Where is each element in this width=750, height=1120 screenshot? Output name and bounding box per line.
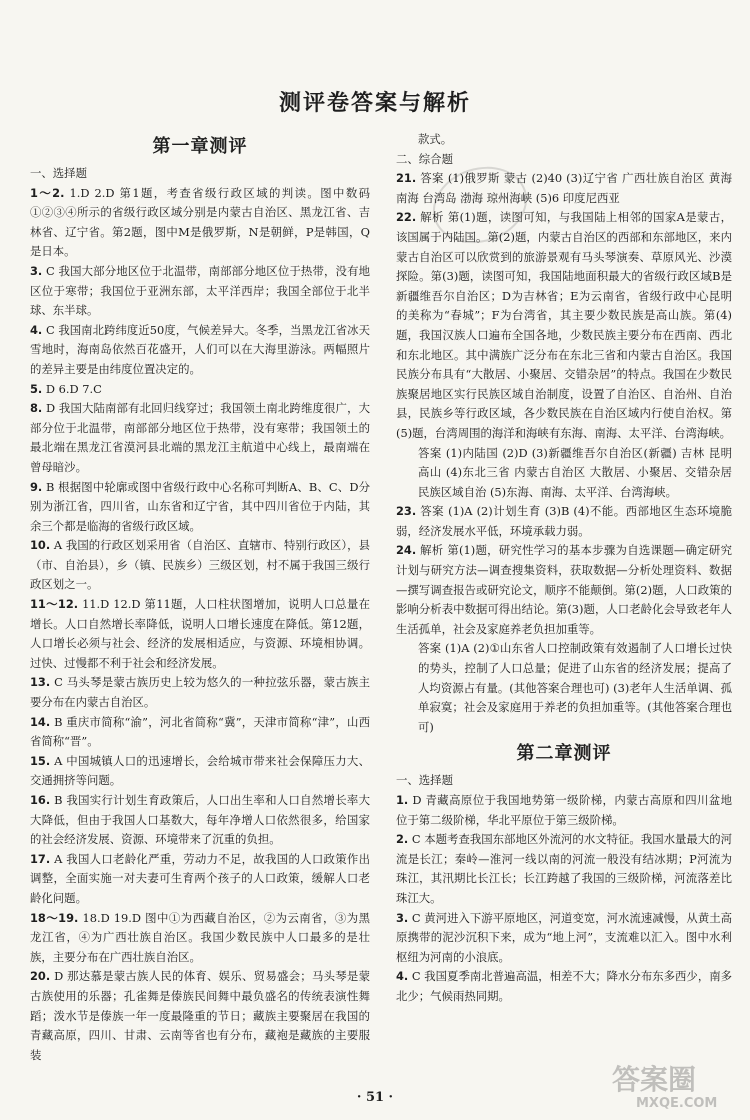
answer-text: C 我国南北跨纬度近50度，气候差异大。冬季，当黑龙江省冰天雪地时，海南岛依然百花盛开，人们可以在大海里游泳。两幅照片的差异主要是由纬度位置决定的。 bbox=[30, 322, 370, 376]
answer-text: A 中国城镇人口的迅速增长，会给城市带来社会保障压力大、交通拥挤等问题。 bbox=[30, 753, 370, 788]
answer-item bbox=[30, 909, 370, 968]
answer-item bbox=[396, 208, 732, 443]
answer-item bbox=[30, 752, 370, 791]
answer-text: D 那达慕是蒙古族人民的体育、娱乐、贸易盛会；马头琴是蒙古族使用的乐器；孔雀舞是傣族民间舞中最负盛名的传统表演性舞蹈；泼水节是傣族一年一度最隆重的节日；藏族主要聚居在我国的青藏高原，四川、甘肃、云南等省也有分布，藏袍是藏族的主要服装 bbox=[30, 969, 370, 1062]
answer-text: D 青藏高原位于我国地势第一级阶梯，内蒙古高原和四川盆地位于第二级阶梯，华北平原位于第三级阶梯。 bbox=[396, 793, 732, 827]
answer-text: B 重庆市简称“渝”，河北省简称“冀”，天津市简称“津”，山西省简称“晋”。 bbox=[30, 714, 371, 749]
chapter1-heading: 第一章测评 bbox=[152, 136, 248, 157]
answer-text: C 黄河进入下游平原地区，河道变宽，河水流速减慢，从黄土高原携带的泥沙沉积下来，成为“地上河”，支流难以汇入。图中水利枢纽为河南的小浪底。 bbox=[396, 910, 733, 964]
question-number: 2. bbox=[396, 832, 409, 847]
right-answer-list-2 bbox=[396, 791, 732, 1007]
page-number: · 51 · bbox=[356, 1090, 394, 1105]
answer-item bbox=[30, 478, 370, 537]
question-number: 10. bbox=[30, 538, 51, 553]
answer-item bbox=[396, 444, 732, 503]
question-number: 4. bbox=[30, 322, 43, 337]
answer-text: 答案 (1)内陆国 (2)D (3)新疆维吾尔自治区(新疆) 吉林 昆明 高山 (4)东北三省 内蒙古自治区 大散居、小聚居、交错杂居 民族区域自治 (5)东海、南海、太平洋、台湾海峡。 bbox=[418, 445, 732, 499]
left-column bbox=[30, 130, 370, 1065]
left-answer-list bbox=[30, 184, 370, 1066]
question-number: 4. bbox=[396, 969, 409, 984]
question-number: 3. bbox=[30, 263, 43, 278]
continued-text: 款式。 bbox=[418, 132, 453, 146]
question-number: 20. bbox=[30, 969, 51, 984]
answer-text: 18.D 19.D 图中①为西藏自治区，②为云南省，③为黑龙江省，④为广西壮族自治区。我国少数民族中人口最多的是壮族，主要分布在广西壮族自治区。 bbox=[30, 910, 370, 964]
question-number: 11～12. bbox=[30, 597, 79, 612]
watermark-logo: 答案圈 bbox=[612, 1063, 697, 1096]
right-column bbox=[396, 130, 732, 1007]
question-number: 1～2. bbox=[30, 185, 65, 200]
answer-text: D 6.D 7.C bbox=[45, 381, 102, 396]
answer-text: B 我国实行计划生育政策后，人口出生率和人口自然增长率大大降低，但由于我国人口基数大，每年净增人口依然很多，给国家的社会经济发展、资源、环境带来了沉重的负担。 bbox=[30, 793, 370, 847]
answer-item bbox=[30, 850, 370, 909]
question-number: 16. bbox=[30, 793, 51, 807]
chapter2-heading: 第二章测评 bbox=[516, 743, 612, 765]
answer-item bbox=[396, 502, 732, 541]
answer-text: 解析 第(1)题，读图可知，与我国陆上相邻的国家A是蒙古，该国属于内陆国。第(2)题，内蒙古自治区的西部和东部地区，来内蒙古自治区可以欣赏到的旅游景观有马头琴演奏、草原风光、沙漠探险。第(3)题，读图可知，我国陆地面积最大的省级行政区域B是新疆维吾尔自治区；D为吉林省；E为云南省，省级行政中心昆明的美称为“春城”；F为台湾省，其主要少数民族是高山族。第(4)题，我国汉族人口遍布全国各地，少数民族主要分布在西南、西北和东北地区。其中满族广泛分布在东北三省和内蒙古自治区。我国民族分布具有“大散居、小聚居、交错杂居”的特点。我国在少数民族聚居地区实行民族区域自治制度，设置了自治区、自治州、自治县，民族乡等行政区域，各少数民族在自治区域内行使自治权。第(5)题，台湾周围的海洋和海峡有东海、南海、太平洋、台湾海峡。 bbox=[396, 210, 733, 440]
answer-item bbox=[30, 673, 370, 712]
question-number: 23. bbox=[396, 504, 417, 519]
question-number: 22. bbox=[396, 210, 417, 225]
answer-text: C 我国大部分地区位于北温带，南部部分地区位于热带，没有地区位于寒带；我国位于亚洲东部，太平洋西岸；我国全部位于北半球、东半球。 bbox=[30, 263, 370, 318]
answer-item bbox=[396, 541, 732, 639]
question-number: 15. bbox=[30, 753, 51, 768]
page-title: 测评卷答案与解析 bbox=[278, 90, 471, 116]
answer-item bbox=[30, 713, 370, 752]
question-number: 14. bbox=[30, 714, 51, 729]
section-choice-label: 一、选择题 bbox=[30, 166, 87, 180]
answer-text: B 根据图中轮廓或图中省级行政中心名称可判断A、B、C、D分别为浙江省，四川省，山东省和辽宁省，其中四川省位于内陆，其余三个都是临海的省级行政区域。 bbox=[30, 479, 371, 533]
question-number: 5. bbox=[30, 381, 43, 396]
answer-text: 答案 (1)俄罗斯 蒙古 (2)40 (3)辽宁省 广西壮族自治区 黄海 南海 台湾岛 渤海 琼州海峡 (5)6 印度尼西亚 bbox=[396, 171, 733, 205]
answer-text: 11.D 12.D 第11题，人口柱状图增加，说明人口总量在增长。人口自然增长率降低，说明人口增长速度在降低。第12题，人口增长必须与社会、经济的发展相适应，与资源、环境相协调。过快、过慢都不利于社会和经济发展。 bbox=[30, 597, 371, 670]
question-number: 24. bbox=[396, 543, 417, 558]
right-answer-list bbox=[396, 169, 732, 737]
answer-item bbox=[396, 169, 732, 208]
answer-item bbox=[30, 321, 370, 380]
section-choice2-label: 一、选择题 bbox=[396, 773, 453, 788]
answer-text: 答案 (1)A (2)①山东省人口控制政策有效遏制了人口增长过快的势头，控制了人口总量；促进了山东省的经济发展；提高了人均资源占有量。(其他答案合理也可) (3)老年人生活单调、孤单寂寞；社会及家庭用于养老的负担加重等。(其他答案合理也可) bbox=[418, 641, 732, 734]
answer-text: D 我国大陆南部有北回归线穿过；我国领土南北跨维度很广，大部分位于北温带，南部部分地区位于热带，没有寒带；我国领土的最北端在黑龙江省漠河县北端的黑龙江主航道中心线上，最南端在曾母暗沙。 bbox=[30, 401, 370, 474]
question-number: 13. bbox=[30, 675, 51, 690]
answer-text: C 马头琴是蒙古族历史上较为悠久的一种拉弦乐器，蒙古族主要分布在内蒙古自治区。 bbox=[30, 675, 370, 710]
answer-item bbox=[30, 262, 370, 321]
answer-text: A 我国人口老龄化严重，劳动力不足，故我国的人口政策作出调整，全面实施一对夫妻可生育两个孩子的人口政策，缓解人口老龄化问题。 bbox=[30, 851, 370, 905]
answer-item bbox=[396, 967, 732, 1006]
answer-item bbox=[30, 380, 370, 400]
question-number: 3. bbox=[396, 910, 409, 925]
answer-item bbox=[30, 595, 370, 673]
answer-item bbox=[396, 830, 732, 908]
answer-item bbox=[396, 909, 732, 968]
answer-item bbox=[30, 536, 370, 595]
section-comprehensive-label: 二、综合题 bbox=[396, 151, 453, 166]
answer-item bbox=[30, 967, 370, 1065]
answer-item bbox=[396, 639, 732, 737]
question-number: 18～19. bbox=[30, 910, 79, 925]
watermark-url: MXQE.COM bbox=[636, 1096, 718, 1111]
answer-text: C 本题考查我国东部地区外流河的水文特征。我国水量最大的河流是长江；秦岭—淮河一线以南的河流一般没有结冰期；P河流为珠江，其汛期比长江长；长江跨越了我国的三级阶梯，河流落差比珠江大。 bbox=[396, 832, 733, 905]
answer-item bbox=[396, 791, 732, 830]
answer-text: A 我国的行政区划采用省（自治区、直辖市、特别行政区），县（市、自治县），乡（镇、民族乡）三级区划，村不属于我国三级行政区划之一。 bbox=[30, 538, 370, 592]
answer-text: C 我国夏季南北普遍高温，相差不大；降水分布东多西少，南多北少；气候雨热同期。 bbox=[396, 969, 733, 1003]
answer-item bbox=[30, 399, 370, 477]
question-number: 9. bbox=[30, 479, 43, 494]
answer-text: 答案 (1)A (2)计划生育 (3)B (4)不能。西部地区生态环境脆弱，经济发展水平低，环境承载力弱。 bbox=[396, 504, 732, 538]
answer-text: 1.D 2.D 第1题，考查省级行政区域的判读。图中数码①②③④所示的省级行政区域分别是内蒙古自治区、黑龙江省、吉林省、辽宁省。第2题，图中M是俄罗斯，N是朝鲜，P是韩国，Q是日本。 bbox=[30, 185, 371, 259]
question-number: 21. bbox=[396, 171, 417, 186]
answer-text: 解析 第(1)题，研究性学习的基本步骤为自选课题—确定研究计划与研究方法—调查搜集资料，获取数据—分析处理资料、数据—撰写调查报告或研究论文，顺序不能颠倒。第(2)题，人口政策的影响分析表中数据可得出结论。第(3)题，人口老龄化会导致老年人生活孤单，社会及家庭养老负担加重等。 bbox=[396, 543, 732, 636]
question-number: 1. bbox=[396, 793, 409, 807]
answer-item bbox=[30, 184, 370, 262]
answer-item bbox=[30, 791, 370, 850]
question-number: 8. bbox=[30, 401, 43, 416]
question-number: 17. bbox=[30, 851, 51, 866]
